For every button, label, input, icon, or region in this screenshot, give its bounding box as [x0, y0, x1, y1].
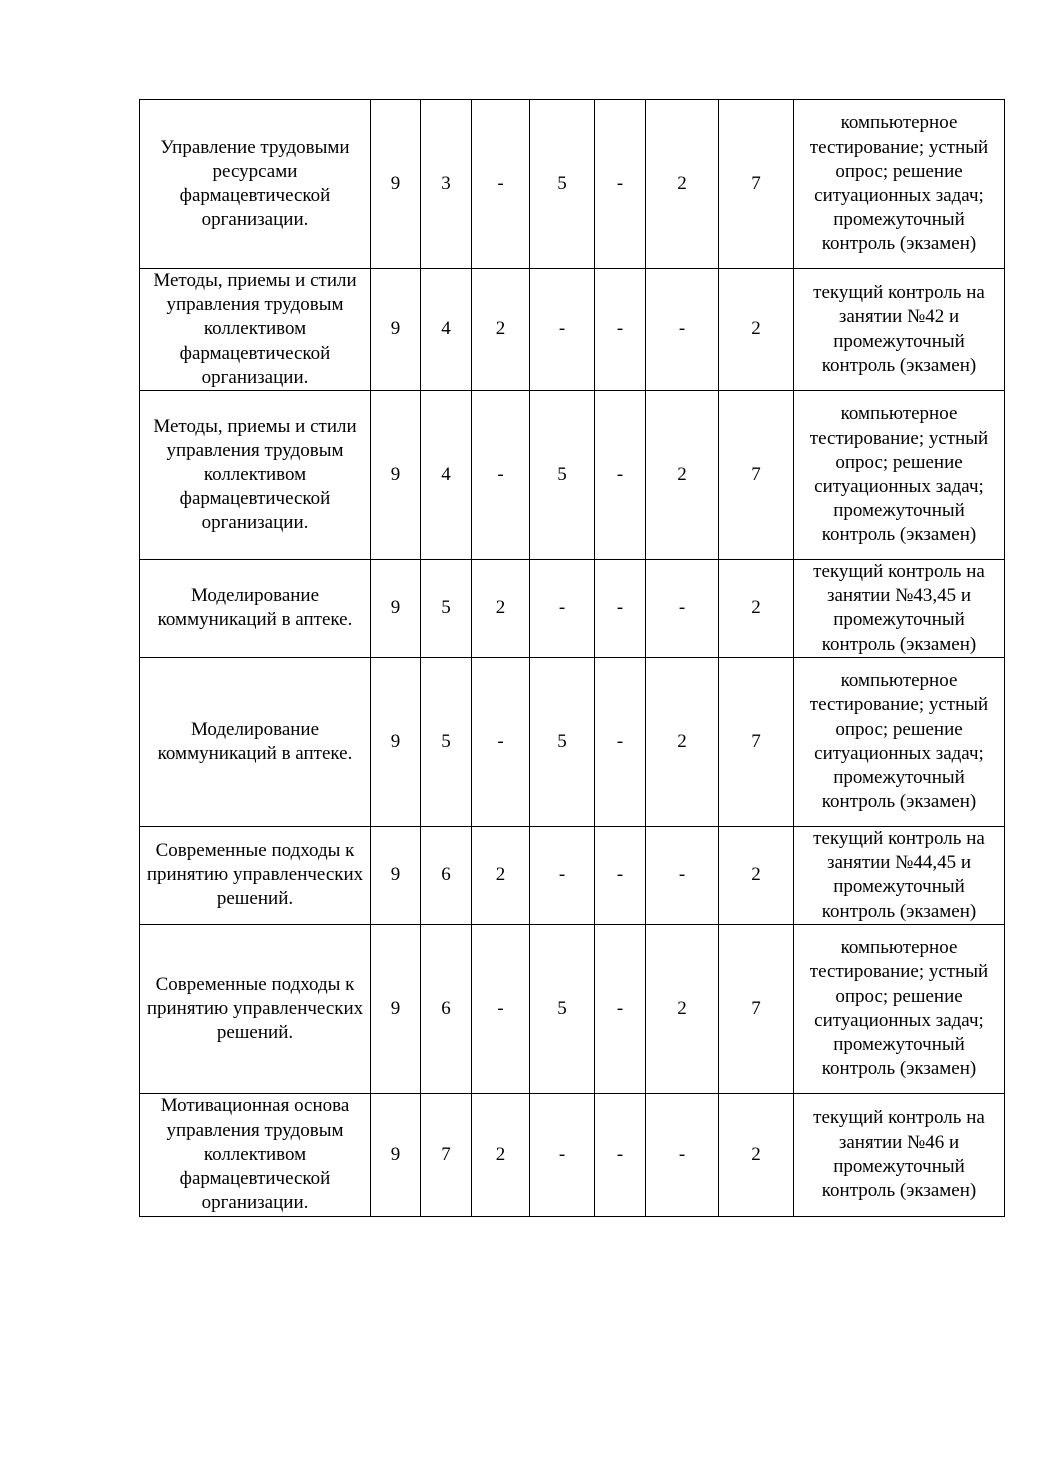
- self-study-hours-cell: -: [646, 826, 719, 924]
- self-study-hours-cell: -: [646, 560, 719, 658]
- control-form-cell: компьютерное тестирование; устный опрос; решение ситуационных задач; промежуточный контроль (экзамен): [794, 100, 1005, 269]
- total-hours-cell: 7: [719, 657, 794, 826]
- self-study-hours-cell: 2: [646, 924, 719, 1093]
- practice-hours-cell: -: [530, 560, 595, 658]
- topic-cell: Современные подходы к принятию управленческих решений.: [140, 924, 371, 1093]
- practice-hours-cell: 5: [530, 100, 595, 269]
- practice-hours-cell: 5: [530, 924, 595, 1093]
- course-schedule-table: [139, 99, 1005, 1217]
- self-study-hours-cell: 2: [646, 100, 719, 269]
- topic-cell: Моделирование коммуникаций в аптеке.: [140, 560, 371, 658]
- lecture-hours-cell: 2: [472, 1093, 530, 1216]
- control-form-cell: компьютерное тестирование; устный опрос; решение ситуационных задач; промежуточный контроль (экзамен): [794, 657, 1005, 826]
- table-row: [140, 100, 1005, 269]
- control-form-cell: компьютерное тестирование; устный опрос; решение ситуационных задач; промежуточный контроль (экзамен): [794, 391, 1005, 560]
- section-cell: 7: [421, 1093, 472, 1216]
- topic-cell: Моделирование коммуникаций в аптеке.: [140, 657, 371, 826]
- topic-cell: Мотивационная основа управления трудовым коллективом фармацевтической организации.: [140, 1093, 371, 1216]
- semester-cell: 9: [371, 924, 421, 1093]
- lecture-hours-cell: 2: [472, 269, 530, 391]
- semester-cell: 9: [371, 826, 421, 924]
- lecture-hours-cell: -: [472, 924, 530, 1093]
- semester-cell: 9: [371, 100, 421, 269]
- control-form-cell: текущий контроль на занятии №43,45 и промежуточный контроль (экзамен): [794, 560, 1005, 658]
- table-row: [140, 391, 1005, 560]
- control-form-cell: текущий контроль на занятии №44,45 и промежуточный контроль (экзамен): [794, 826, 1005, 924]
- semester-cell: 9: [371, 560, 421, 658]
- section-cell: 4: [421, 269, 472, 391]
- practice-hours-cell: 5: [530, 391, 595, 560]
- lab-hours-cell: -: [595, 1093, 646, 1216]
- lab-hours-cell: -: [595, 100, 646, 269]
- table-row: [140, 826, 1005, 924]
- lecture-hours-cell: -: [472, 100, 530, 269]
- semester-cell: 9: [371, 657, 421, 826]
- table-row: [140, 269, 1005, 391]
- semester-cell: 9: [371, 391, 421, 560]
- section-cell: 5: [421, 657, 472, 826]
- table-row: [140, 560, 1005, 658]
- total-hours-cell: 2: [719, 826, 794, 924]
- lecture-hours-cell: -: [472, 391, 530, 560]
- lecture-hours-cell: 2: [472, 826, 530, 924]
- control-form-cell: текущий контроль на занятии №42 и промежуточный контроль (экзамен): [794, 269, 1005, 391]
- section-cell: 6: [421, 826, 472, 924]
- practice-hours-cell: 5: [530, 657, 595, 826]
- total-hours-cell: 2: [719, 269, 794, 391]
- self-study-hours-cell: 2: [646, 391, 719, 560]
- total-hours-cell: 7: [719, 924, 794, 1093]
- topic-cell: Методы, приемы и стили управления трудовым коллективом фармацевтической организации.: [140, 269, 371, 391]
- lecture-hours-cell: 2: [472, 560, 530, 658]
- section-cell: 4: [421, 391, 472, 560]
- total-hours-cell: 7: [719, 100, 794, 269]
- lecture-hours-cell: -: [472, 657, 530, 826]
- lab-hours-cell: -: [595, 391, 646, 560]
- table-row: [140, 924, 1005, 1093]
- section-cell: 6: [421, 924, 472, 1093]
- lab-hours-cell: -: [595, 826, 646, 924]
- practice-hours-cell: -: [530, 269, 595, 391]
- self-study-hours-cell: 2: [646, 657, 719, 826]
- lab-hours-cell: -: [595, 924, 646, 1093]
- total-hours-cell: 7: [719, 391, 794, 560]
- self-study-hours-cell: -: [646, 1093, 719, 1216]
- control-form-cell: компьютерное тестирование; устный опрос; решение ситуационных задач; промежуточный контроль (экзамен): [794, 924, 1005, 1093]
- practice-hours-cell: -: [530, 1093, 595, 1216]
- lab-hours-cell: -: [595, 657, 646, 826]
- total-hours-cell: 2: [719, 560, 794, 658]
- topic-cell: Управление трудовыми ресурсами фармацевтической организации.: [140, 100, 371, 269]
- topic-cell: Современные подходы к принятию управленческих решений.: [140, 826, 371, 924]
- table-row: [140, 657, 1005, 826]
- semester-cell: 9: [371, 269, 421, 391]
- self-study-hours-cell: -: [646, 269, 719, 391]
- total-hours-cell: 2: [719, 1093, 794, 1216]
- table-row: [140, 1093, 1005, 1216]
- practice-hours-cell: -: [530, 826, 595, 924]
- control-form-cell: текущий контроль на занятии №46 и промежуточный контроль (экзамен): [794, 1093, 1005, 1216]
- semester-cell: 9: [371, 1093, 421, 1216]
- section-cell: 5: [421, 560, 472, 658]
- topic-cell: Методы, приемы и стили управления трудовым коллективом фармацевтической организации.: [140, 391, 371, 560]
- lab-hours-cell: -: [595, 560, 646, 658]
- section-cell: 3: [421, 100, 472, 269]
- lab-hours-cell: -: [595, 269, 646, 391]
